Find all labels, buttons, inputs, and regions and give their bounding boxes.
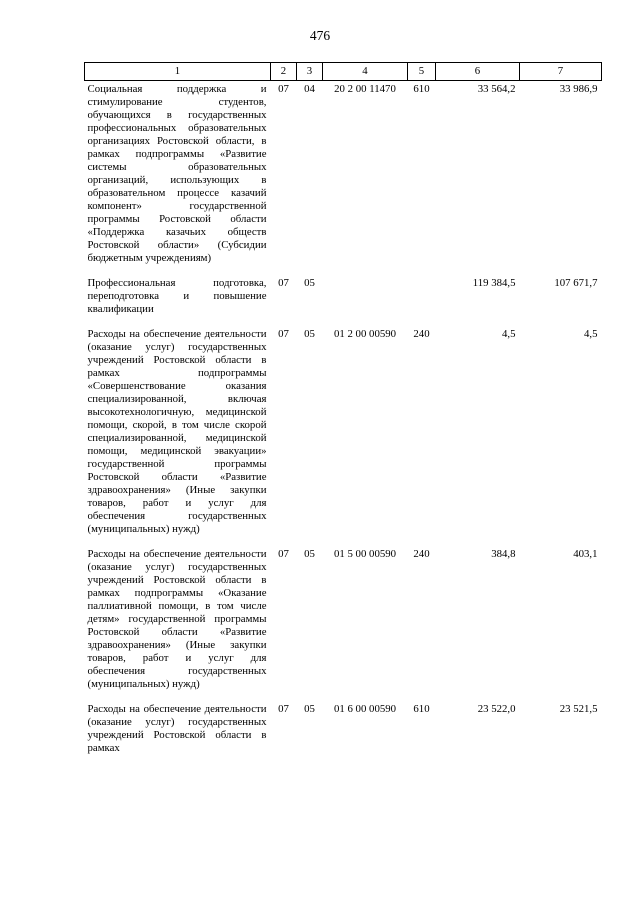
row-expense-type: 610 — [413, 83, 430, 95]
header-col-7: 7 — [520, 63, 602, 81]
header-col-5: 5 — [408, 63, 436, 81]
row-target-article: 01 2 00 00590 — [333, 328, 397, 340]
row-section: 07 — [278, 328, 289, 340]
row-amount-2: 107 671,7 — [554, 277, 598, 289]
table-row — [85, 81, 602, 266]
row-subsection: 04 — [304, 83, 315, 95]
row-spacer — [85, 536, 602, 546]
row-spacer — [85, 316, 602, 326]
row-target-article: 01 6 00 00590 — [333, 703, 397, 715]
row-expense-type — [408, 275, 436, 316]
row-target-article: 20 2 00 11470 — [334, 83, 396, 95]
row-expense-type: 610 — [413, 703, 430, 715]
header-col-4: 4 — [323, 63, 408, 81]
row-name: Расходы на обеспечение деятельности (оказание услуг) государственных учреждений Ростовской области в рамках — [87, 703, 267, 754]
row-spacer — [85, 691, 602, 701]
table-row — [85, 326, 602, 536]
header-col-3: 3 — [297, 63, 323, 81]
row-subsection: 05 — [304, 328, 315, 340]
row-name: Расходы на обеспечение деятельности (оказание услуг) государственных учреждений Ростовской области в рамках подпрограммы «Оказание паллиативной помощи, в том числе детям» государственной программы Ростовской области «Развитие здравоохранения» (Иные закупки товаров, работ и услуг для обеспечения государственных (муниципальных) нужд) — [87, 548, 267, 690]
table-row — [85, 275, 602, 316]
row-target-article: 01 5 00 00590 — [333, 548, 397, 560]
row-section: 07 — [278, 548, 289, 560]
row-name: Профессиональная подготовка, переподготовка и повышение квалификации — [87, 277, 267, 315]
row-section: 07 — [278, 83, 289, 95]
row-subsection: 05 — [304, 548, 315, 560]
row-section: 07 — [278, 703, 289, 715]
row-expense-type: 240 — [413, 548, 430, 560]
page-number: 476 — [309, 28, 331, 43]
table-row — [85, 701, 602, 755]
row-subsection: 05 — [304, 703, 315, 715]
row-amount-1: 33 564,2 — [477, 83, 516, 95]
row-amount-2: 23 521,5 — [559, 703, 598, 715]
table-header-row — [85, 63, 602, 81]
header-col-6: 6 — [436, 63, 520, 81]
row-name: Расходы на обеспечение деятельности (оказание услуг) государственных учреждений Ростовской области в рамках подпрограммы «Совершенствование оказания специализированной, включая высокотехнологичную, медицинской помощи, скорой, в том числе скорой специализированной, медицинской помощи, медицинской эвакуации» государственной программы Ростовской области «Развитие здравоохранения» (Иные закупки товаров, работ и услуг для обеспечения государственных (муниципальных) нужд) — [87, 328, 267, 535]
row-target-article — [323, 275, 408, 316]
row-amount-1: 119 384,5 — [472, 277, 516, 289]
row-amount-2: 33 986,9 — [559, 83, 598, 95]
table-row — [85, 546, 602, 691]
row-subsection: 05 — [304, 277, 315, 289]
row-amount-2: 4,5 — [584, 328, 598, 340]
row-amount-1: 384,8 — [491, 548, 516, 560]
budget-table — [84, 62, 602, 755]
row-name: Социальная поддержка и стимулирование студентов, обучающихся в государственных профессиональных образовательных организациях Ростовской области, в рамках подпрограммы «Развитие системы образовательных организаций, использующих в образовательном процессе казачий компонент» государственной программы Ростовской области «Поддержка казачьих обществ Ростовской области» (Субсидии бюджетным учреждениям) — [87, 83, 267, 264]
row-amount-1: 4,5 — [502, 328, 516, 340]
row-spacer — [85, 265, 602, 275]
row-amount-2: 403,1 — [573, 548, 598, 560]
row-expense-type: 240 — [413, 328, 430, 340]
header-col-1: 1 — [85, 63, 271, 81]
row-amount-1: 23 522,0 — [477, 703, 516, 715]
header-col-2: 2 — [271, 63, 297, 81]
row-section: 07 — [278, 277, 289, 289]
